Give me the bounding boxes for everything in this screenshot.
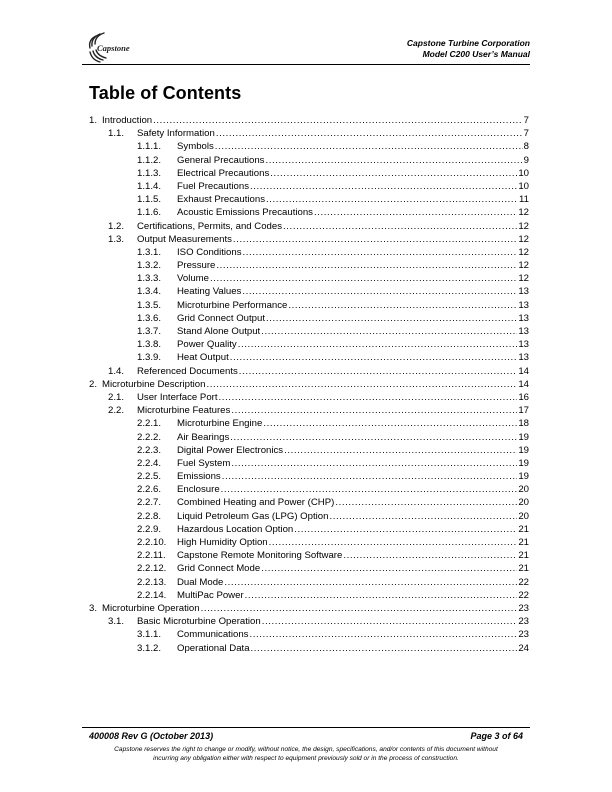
toc-entry-label: Dual Mode	[177, 576, 224, 588]
toc-entry-line	[177, 246, 529, 259]
footer-disclaimer-line-2: incurring any obligation either with respect to equipment previously sold or in the process of construction.	[153, 754, 459, 762]
toc-entry[interactable]	[89, 193, 529, 206]
toc-entry[interactable]	[89, 272, 529, 285]
toc-dot-leader	[242, 285, 517, 298]
toc-entry-page: 24	[518, 642, 529, 654]
toc-entry-number: 2.2.14.	[137, 589, 167, 601]
toc-entry-number: 2.2.7.	[137, 497, 162, 509]
toc-entry-number: 2.	[89, 378, 98, 390]
toc-entry-page: 21	[518, 523, 529, 535]
toc-entry-label: Communications	[177, 629, 249, 641]
toc-entry-page: 14	[518, 365, 529, 377]
toc-entry-line	[177, 206, 529, 219]
toc-entry-number: 1.1.1.	[137, 141, 162, 153]
toc-entry-line	[177, 417, 529, 430]
toc-entry-page: 19	[518, 431, 529, 443]
header-company: Capstone Turbine Corporation	[406, 38, 530, 48]
toc-entry-page: 23	[518, 629, 529, 641]
toc-entry-line	[177, 628, 529, 641]
toc-entry-line	[177, 312, 529, 325]
toc-dot-leader	[288, 299, 517, 312]
toc-entry[interactable]	[89, 576, 529, 589]
toc-dot-leader	[251, 642, 518, 655]
toc-entry[interactable]	[89, 404, 529, 417]
toc-entry-page: 13	[518, 312, 529, 324]
toc-entry[interactable]	[89, 140, 529, 153]
toc-entry-line	[177, 457, 529, 470]
toc-entry-number: 1.3.6.	[137, 312, 162, 324]
toc-entry-number: 1.3.9.	[137, 352, 162, 364]
toc-entry-number: 1.3.1.	[137, 246, 162, 258]
toc-entry-number: 3.1.	[108, 616, 125, 628]
toc-entry-line	[177, 470, 529, 483]
toc-entry-label: Pressure	[177, 260, 216, 272]
toc-entry-number: 1.1.4.	[137, 180, 162, 192]
toc-dot-leader	[230, 351, 518, 364]
toc-entry-page: 12	[518, 273, 529, 285]
toc-dot-leader	[250, 180, 517, 193]
toc-entry-label: Heating Values	[177, 286, 242, 298]
toc-entry-label: Volume	[177, 273, 209, 285]
toc-entry[interactable]	[89, 325, 529, 338]
toc-entry-line	[102, 114, 529, 127]
toc-entry[interactable]	[89, 180, 529, 193]
toc-entry-number: 1.3.2.	[137, 260, 162, 272]
toc-entry-line	[137, 233, 529, 246]
toc-entry-page: 7	[523, 128, 529, 140]
toc-entry-number: 1.1.	[108, 128, 125, 140]
toc-entry[interactable]	[89, 523, 529, 536]
toc-entry-label: Microturbine Engine	[177, 418, 263, 430]
toc-entry[interactable]	[89, 259, 529, 272]
toc-dot-leader	[243, 246, 518, 259]
toc-entry-number: 1.3.3.	[137, 273, 162, 285]
toc-entry-number: 1.2.	[108, 220, 125, 232]
toc-entry-label: Power Quality	[177, 339, 237, 351]
toc-entry-number: 2.2.12.	[137, 563, 167, 575]
footer-divider	[82, 727, 530, 728]
toc-entry-page: 22	[518, 589, 529, 601]
toc-entry-number: 1.3.7.	[137, 326, 162, 337]
toc-entry[interactable]	[89, 628, 529, 641]
toc-entry-label: Grid Connect Output	[177, 312, 265, 324]
toc-entry-number: 2.2.13.	[137, 576, 167, 588]
toc-entry-page: 19	[518, 444, 529, 456]
toc-entry[interactable]	[89, 391, 529, 404]
toc-entry[interactable]	[89, 338, 529, 351]
toc-entry-page: 10	[518, 180, 529, 192]
toc-entry-number: 1.3.5.	[137, 299, 162, 311]
toc-entry-number: 1.1.3.	[137, 167, 162, 179]
toc-entry-number: 2.2.11.	[137, 550, 166, 562]
toc-entry-number: 2.1.	[108, 391, 125, 403]
toc-entry-number: 1.3.	[108, 233, 125, 245]
toc-entry-number: 2.2.3.	[137, 444, 162, 456]
toc-entry-line	[177, 536, 529, 549]
toc-entry[interactable]	[89, 536, 529, 549]
toc-entry-label: Hazardous Location Option	[177, 523, 294, 535]
toc-entry-label: Fuel Precautions	[177, 180, 249, 192]
toc-entry-label: Microturbine Features	[137, 405, 231, 417]
toc-entry-page: 22	[518, 576, 529, 588]
toc-entry-label: Referenced Documents	[137, 365, 238, 377]
toc-dot-leader	[343, 549, 517, 562]
footer-doc-id: 400008 Rev G (October 2013)	[89, 731, 214, 741]
toc-entry-line	[137, 391, 529, 404]
toc-entry[interactable]	[89, 167, 529, 180]
toc-entry-line	[177, 325, 529, 338]
toc-entry-label: Combined Heating and Power (CHP)	[177, 497, 335, 509]
toc-entry-line	[177, 338, 529, 351]
toc-entry-number: 2.2.	[108, 405, 125, 417]
toc-entry[interactable]	[89, 470, 529, 483]
toc-entry[interactable]	[89, 233, 529, 246]
toc-entry-page: 21	[518, 550, 529, 562]
toc-dot-leader	[329, 510, 517, 523]
toc-entry[interactable]	[89, 417, 529, 430]
toc-entry-line	[177, 576, 529, 589]
header-divider	[82, 64, 530, 65]
toc-dot-leader	[210, 272, 517, 285]
toc-entry-label: ISO Conditions	[177, 246, 242, 258]
toc-entry-page: 21	[518, 537, 529, 548]
toc-entry[interactable]	[89, 114, 529, 127]
toc-entry-line	[177, 351, 529, 364]
toc-entry[interactable]	[89, 562, 529, 575]
toc-entry-page: 13	[518, 352, 529, 364]
toc-entry-number: 1.	[89, 115, 98, 126]
toc-dot-leader	[263, 417, 517, 430]
toc-entry-page: 13	[518, 326, 529, 337]
toc-dot-leader	[230, 431, 517, 444]
toc-entry-line	[177, 154, 529, 167]
table-of-contents	[89, 114, 529, 655]
toc-entry-line	[102, 378, 529, 391]
toc-entry-number: 1.4.	[108, 365, 125, 377]
toc-dot-leader	[216, 259, 517, 272]
toc-entry-label: Exhaust Precautions	[177, 194, 265, 206]
toc-entry-line	[177, 523, 529, 536]
toc-dot-leader	[239, 365, 518, 378]
toc-entry-number: 1.1.6.	[137, 207, 162, 219]
toc-entry-label: Capstone Remote Monitoring Software	[177, 550, 343, 562]
toc-entry-number: 3.1.2.	[137, 642, 162, 654]
toc-entry-label: Basic Microturbine Operation	[137, 616, 261, 628]
toc-entry-label: Heat Output	[177, 352, 229, 364]
toc-dot-leader	[245, 589, 518, 602]
toc-entry-page: 17	[518, 405, 529, 417]
toc-entry-page: 12	[518, 233, 529, 245]
toc-dot-leader	[201, 602, 518, 615]
toc-entry-number: 2.2.2.	[137, 431, 162, 443]
toc-dot-leader	[270, 167, 517, 180]
toc-entry-number: 2.2.6.	[137, 484, 162, 496]
toc-entry-label: Stand Alone Output	[177, 326, 261, 337]
toc-entry-line	[177, 259, 529, 272]
toc-entry-page: 12	[518, 246, 529, 258]
toc-entry-page: 21	[518, 563, 529, 575]
toc-entry-page: 7	[523, 115, 529, 126]
toc-entry[interactable]	[89, 615, 529, 628]
toc-entry-line	[177, 510, 529, 523]
toc-dot-leader	[283, 220, 517, 233]
toc-entry-label: Microturbine Performance	[177, 299, 288, 311]
toc-entry[interactable]	[89, 154, 529, 167]
toc-entry-line	[177, 642, 529, 655]
toc-entry-number: 3.1.1.	[137, 629, 162, 641]
toc-dot-leader	[269, 536, 518, 549]
toc-dot-leader	[262, 615, 518, 628]
toc-entry-line	[137, 615, 529, 628]
toc-entry[interactable]	[89, 312, 529, 325]
toc-entry-line	[177, 167, 529, 180]
toc-entry[interactable]	[89, 496, 529, 509]
toc-entry[interactable]	[89, 510, 529, 523]
toc-entry-label: Electrical Precautions	[177, 167, 270, 179]
toc-entry-label: Fuel System	[177, 457, 231, 469]
toc-dot-leader	[266, 312, 517, 325]
toc-entry-line	[177, 444, 529, 457]
toc-entry[interactable]	[89, 589, 529, 602]
toc-dot-leader	[335, 496, 517, 509]
toc-entry-label: Symbols	[177, 141, 214, 153]
toc-dot-leader	[231, 457, 517, 470]
toc-entry-line	[177, 285, 529, 298]
toc-dot-leader	[233, 233, 517, 246]
toc-entry-line	[177, 180, 529, 193]
toc-entry-number: 3.	[89, 602, 98, 614]
toc-entry-page: 13	[518, 299, 529, 311]
footer-disclaimer	[82, 746, 530, 763]
toc-entry-label: Air Bearings	[177, 431, 230, 443]
toc-entry[interactable]	[89, 285, 529, 298]
toc-entry-line	[137, 127, 529, 140]
running-header	[407, 38, 530, 59]
toc-entry-line	[177, 562, 529, 575]
toc-entry-line	[177, 272, 529, 285]
toc-dot-leader	[206, 378, 517, 391]
toc-entry-label: Introduction	[102, 115, 153, 126]
toc-dot-leader	[231, 404, 517, 417]
toc-dot-leader	[294, 523, 517, 536]
toc-entry-number: 1.3.8.	[137, 339, 162, 351]
toc-dot-leader	[219, 391, 518, 404]
toc-entry-page: 23	[518, 602, 529, 614]
toc-entry-line	[177, 549, 529, 562]
toc-dot-leader	[266, 193, 518, 206]
toc-entry-page: 8	[523, 141, 529, 153]
toc-entry[interactable]	[89, 299, 529, 312]
toc-dot-leader	[215, 140, 523, 153]
toc-entry-number: 2.2.9.	[137, 523, 162, 535]
toc-entry-page: 11	[519, 194, 529, 206]
toc-dot-leader	[224, 576, 517, 589]
toc-entry-number: 2.2.1.	[137, 418, 162, 430]
toc-entry[interactable]	[89, 246, 529, 259]
toc-dot-leader	[216, 127, 523, 140]
toc-entry-line	[177, 589, 529, 602]
toc-entry-number: 2.2.5.	[137, 471, 162, 483]
toc-entry[interactable]	[89, 351, 529, 364]
toc-entry[interactable]	[89, 220, 529, 233]
toc-entry[interactable]	[89, 127, 529, 140]
toc-entry-page: 16	[518, 391, 529, 403]
toc-entry-page: 9	[523, 154, 529, 166]
toc-entry-number: 1.1.2.	[137, 154, 162, 166]
toc-entry-line	[102, 602, 529, 615]
toc-entry-page: 20	[518, 484, 529, 496]
page-title: Table of Contents	[89, 83, 242, 103]
toc-entry-page: 20	[518, 497, 529, 509]
toc-entry-label: Microturbine Description	[102, 378, 206, 390]
toc-dot-leader	[221, 483, 518, 496]
toc-entry-number: 2.2.10.	[137, 537, 167, 548]
toc-entry-label: User Interface Port	[137, 391, 218, 403]
toc-dot-leader	[314, 206, 517, 219]
toc-entry-page: 13	[518, 286, 529, 298]
toc-entry-page: 13	[518, 339, 529, 351]
toc-entry-label: Safety Information	[137, 128, 215, 140]
toc-entry-label: Grid Connect Mode	[177, 563, 261, 575]
toc-entry-page: 20	[518, 510, 529, 522]
toc-dot-leader	[261, 325, 517, 338]
toc-entry-label: MultiPac Power	[177, 589, 244, 601]
toc-entry-label: Acoustic Emissions Precautions	[177, 207, 313, 219]
toc-dot-leader	[222, 470, 518, 483]
toc-entry-line	[177, 431, 529, 444]
toc-entry-label: Enclosure	[177, 484, 220, 496]
toc-entry[interactable]	[89, 378, 529, 391]
toc-entry-page: 19	[518, 457, 529, 469]
toc-entry-page: 14	[518, 378, 529, 390]
toc-entry[interactable]	[89, 457, 529, 470]
toc-dot-leader	[284, 444, 517, 457]
capstone-logo	[82, 30, 142, 66]
toc-entry-page: 18	[518, 418, 529, 430]
toc-entry[interactable]	[89, 602, 529, 615]
toc-entry-page: 19	[518, 471, 529, 483]
toc-entry-number: 2.2.4.	[137, 457, 162, 469]
toc-entry-line	[177, 483, 529, 496]
toc-entry-line	[137, 404, 529, 417]
toc-entry-page: 12	[518, 207, 529, 219]
toc-entry-label: General Precautions	[177, 154, 265, 166]
toc-entry-page: 23	[518, 616, 529, 628]
toc-entry-page: 12	[518, 220, 529, 232]
toc-dot-leader	[238, 338, 518, 351]
toc-entry-line	[177, 496, 529, 509]
toc-dot-leader	[261, 562, 517, 575]
toc-dot-leader	[265, 154, 522, 167]
toc-entry-label: Liquid Petroleum Gas (LPG) Option	[177, 510, 329, 522]
toc-entry-label: Certifications, Permits, and Codes	[137, 220, 283, 232]
toc-entry[interactable]	[89, 431, 529, 444]
toc-dot-leader	[153, 114, 523, 127]
toc-entry-page: 12	[518, 260, 529, 272]
toc-entry[interactable]	[89, 206, 529, 219]
toc-entry-number: 2.2.8.	[137, 510, 162, 522]
toc-entry-label: High Humidity Option	[177, 537, 268, 548]
footer-page-number: Page 3 of 64	[470, 731, 523, 741]
toc-entry-line	[177, 140, 529, 153]
toc-entry-label: Emissions	[177, 471, 221, 483]
toc-entry-line	[137, 365, 529, 378]
toc-entry-page: 10	[518, 167, 529, 179]
logo-text: Capstone	[97, 43, 130, 53]
toc-entry-label: Digital Power Electronics	[177, 444, 284, 456]
toc-entry-number: 1.1.5.	[137, 194, 162, 206]
toc-entry-label: Microturbine Operation	[102, 602, 200, 614]
toc-entry[interactable]	[89, 642, 529, 655]
toc-entry[interactable]	[89, 365, 529, 378]
toc-entry-line	[177, 299, 529, 312]
toc-entry[interactable]	[89, 483, 529, 496]
toc-entry-label: Output Measurements	[137, 233, 232, 245]
toc-entry-line	[177, 193, 529, 206]
footer-disclaimer-line-1: Capstone reserves the right to change or modify, without notice, the design, specifications, and/or contents of this document without	[114, 746, 498, 753]
toc-dot-leader	[249, 628, 517, 641]
header-manual: Model C200 User’s Manual	[422, 48, 530, 59]
toc-entry-line	[137, 220, 529, 233]
toc-entry-label: Operational Data	[177, 642, 250, 654]
toc-entry-number: 1.3.4.	[137, 286, 162, 298]
toc-entry[interactable]	[89, 444, 529, 457]
toc-entry[interactable]	[89, 549, 529, 562]
